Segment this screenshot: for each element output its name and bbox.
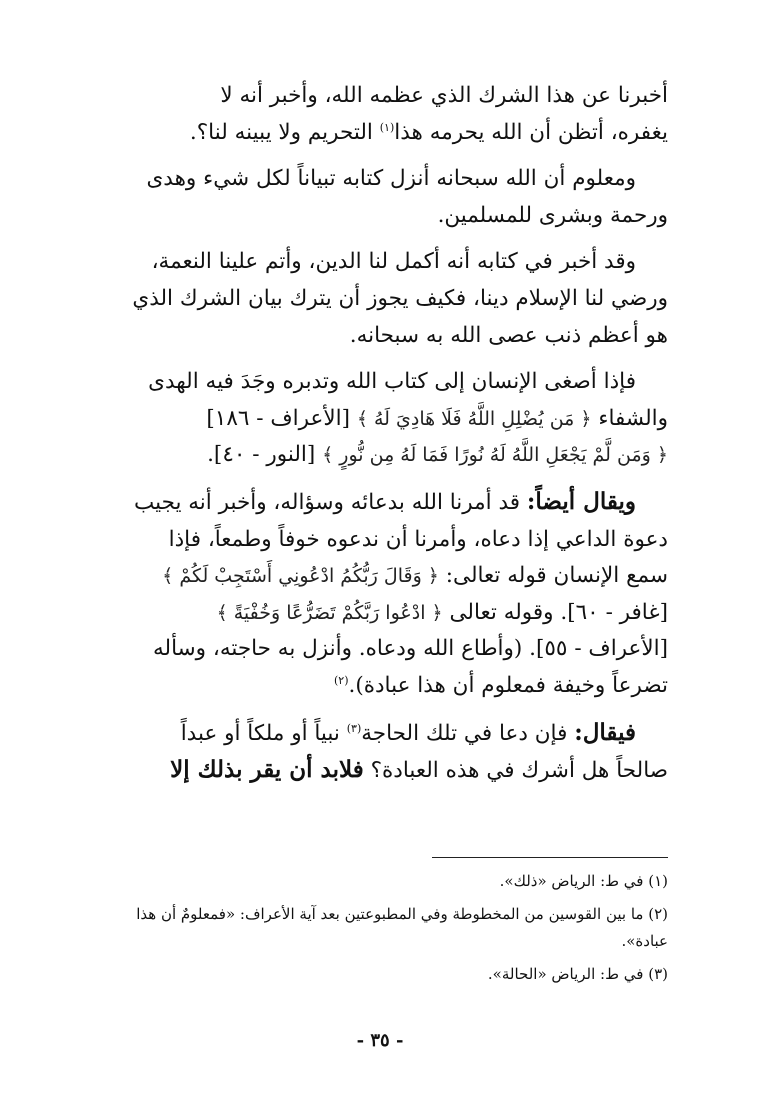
footnote-divider (432, 857, 668, 858)
text-line: [الأعراف - ٥٥]. (وأطاع الله ودعاه. وأنزل به حاجته، وسأله (153, 636, 668, 662)
text-line: فإذا أصغى الإنسان إلى كتاب الله وتدبره وجَدَ فيه الهدى (148, 369, 636, 395)
quran-verse: ﴿ مَن يُضْلِلِ اللَّهُ فَلَا هَادِيَ لَهُ ﴾ (356, 407, 592, 430)
text-segment: والشفاء (598, 405, 668, 431)
paragraph-2 (90, 161, 668, 234)
footnote-mark-1: (١) (379, 120, 395, 134)
text-segment: نبياً أو ملكاً أو عبداً (180, 720, 340, 746)
text-line (90, 668, 668, 705)
text-segment: وقوله تعالى (449, 599, 554, 625)
verse-reference: [غافر - ٦٠]. (560, 599, 668, 625)
paragraph-1 (90, 78, 668, 151)
text-line (90, 484, 668, 522)
section-lead: ويقال أيضاً: (526, 487, 636, 515)
text-line: وقد أخبر في كتابه أنه أكمل لنا الدين، وأتم علينا النعمة، (151, 249, 636, 275)
footnote-mark-3: (٣) (346, 721, 362, 735)
paragraph-3 (90, 244, 668, 354)
text-line: ورضي لنا الإسلام دينا، فكيف يجوز أن يترك بيان الشرك الذي (132, 285, 668, 311)
paragraph-5 (90, 484, 668, 705)
text-line: هو أعظم ذنب عصى الله به سبحانه. (349, 322, 668, 348)
section-lead: فيقال: (574, 718, 636, 746)
quran-verse: ﴿ وَمَن لَّمْ يَجْعَلِ اللَّهُ لَهُ نُورًا فَمَا لَهُ مِن نُّورٍ ﴾ (322, 444, 668, 467)
footnote-2 (90, 901, 668, 955)
footnote-mark-2: (٢) (333, 673, 349, 687)
text-segment: يغفره، أتظن أن الله يحرمه هذا (394, 119, 668, 145)
bold-text: فلابد أن يقر بذلك إلا (170, 756, 364, 784)
paragraph-4 (90, 364, 668, 474)
text-line (90, 715, 668, 753)
quran-verse: ﴿ وَقَالَ رَبُّكُمُ ادْعُونِي أَسْتَجِبْ لَكُمْ ﴾ (162, 565, 439, 588)
page-number: - ٣٥ - (356, 1030, 404, 1051)
verse-reference: [الأعراف - ١٨٦] (206, 405, 350, 431)
text-segment: صالحاً هل أشرك في هذه العبادة؟ (370, 758, 668, 784)
text-segment: سمع الإنسان قوله تعالى: (445, 563, 668, 589)
text-line (90, 558, 668, 595)
text-segment: التحريم ولا يبينه لنا؟. (189, 119, 380, 145)
quran-verse: ﴿ ادْعُوا رَبَّكُمْ تَضَرُّعًا وَخُفْيَةً ﴾ (216, 601, 443, 624)
footnotes (90, 868, 668, 994)
text-line: ورحمة وبشرى للمسلمين. (437, 202, 668, 228)
footnote-text: ما بين القوسين من المخطوطة وفي المطبوعتين بعد آية الأعراف: «فمعلومٌ أن هذا عبادة». (136, 905, 668, 950)
footnote-number: (٣) (648, 965, 668, 983)
text-line (90, 595, 668, 632)
text-line: أخبرنا عن هذا الشرك الذي عظمه الله، وأخبر أنه لا (220, 83, 668, 108)
main-text (90, 78, 668, 800)
verse-reference: [النور - ٤٠]. (207, 442, 316, 468)
text-segment: تضرعاً وخيفة فمعلوم أن هذا عبادة). (348, 672, 668, 698)
footnote-3 (90, 961, 668, 988)
footnote-1 (90, 868, 668, 895)
text-segment: فإن دعا في تلك الحاجة (361, 720, 568, 746)
text-line (90, 401, 668, 438)
footnote-text: في ط: الرياض «ذلك». (499, 872, 644, 890)
text-line: دعوة الداعي إذا دعاه، وأمرنا أن ندعوه خوفاً وطمعاً، فإذا (168, 526, 668, 552)
text-line (90, 437, 668, 474)
footnote-number: (١) (648, 872, 668, 890)
footnote-text: في ط: الرياض «الحالة». (487, 965, 644, 983)
footnote-number: (٢) (648, 905, 668, 923)
text-line (90, 752, 668, 790)
text-line: ومعلوم أن الله سبحانه أنزل كتابه تبياناً لكل شيء وهدى (146, 166, 636, 192)
paragraph-6 (90, 715, 668, 790)
text-line (90, 115, 668, 152)
text-segment: قد أمرنا الله بدعائه وسؤاله، وأخبر أنه يجيب (133, 489, 521, 515)
